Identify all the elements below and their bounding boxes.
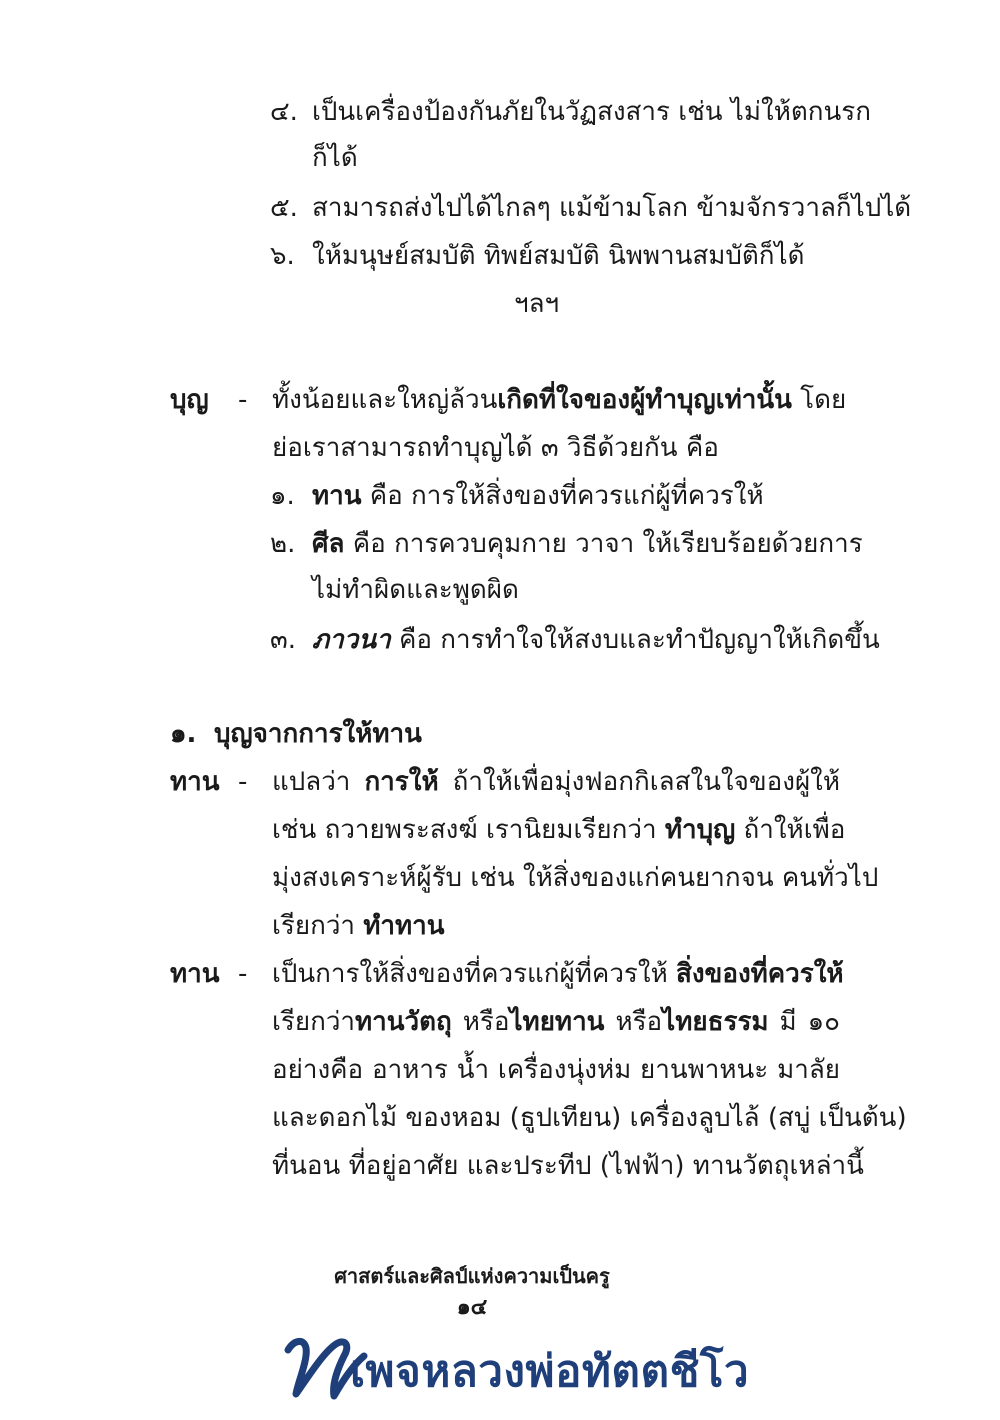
text-segment: ทั้งน้อยและใหญ่ล้วน bbox=[272, 385, 498, 415]
list-item-text: ก็ได้ bbox=[312, 143, 358, 173]
text-segment: เรียกว่า bbox=[272, 911, 356, 941]
text-segment: คือ การควบคุมกาย วาจา ให้เรียบร้อยด้วยการ bbox=[352, 529, 863, 559]
text-segment: หรือ bbox=[615, 1007, 663, 1037]
bold-text: ทาน bbox=[312, 481, 362, 511]
footer-title: ศาสตร์และศิลป์แห่งความเป็นครู bbox=[334, 1264, 610, 1288]
definition-text: อย่างคือ อาหาร น้ำ เครื่องนุ่งห่ม ยานพาหนะ มาลัย bbox=[272, 1055, 840, 1085]
bold-text: ไทยทาน bbox=[509, 1007, 605, 1037]
definition-text bbox=[272, 1002, 840, 1042]
text-segment: หรือ bbox=[462, 1007, 510, 1037]
list-number: ๕. bbox=[270, 193, 298, 223]
text-segment: มี ๑๐ bbox=[779, 1007, 841, 1037]
list-item-text bbox=[312, 620, 880, 660]
bold-text: ทานวัตถุ bbox=[355, 1007, 452, 1037]
bold-text: ทำบุญ bbox=[664, 815, 736, 845]
definition-dash: - bbox=[238, 959, 248, 989]
definition-text bbox=[272, 954, 844, 994]
text-segment: เช่น ถวายพระสงฆ์ เรานิยมเรียกว่า bbox=[272, 815, 657, 845]
bold-text: สิ่งของที่ควรให้ bbox=[675, 959, 844, 989]
definition-term: บุญ bbox=[170, 385, 209, 415]
list-item-text: เป็นเครื่องป้องกันภัยในวัฏสงสาร เช่น ไม่ให้ตกนรก bbox=[312, 97, 871, 127]
bold-text: ทำทาน bbox=[363, 911, 445, 941]
bold-text: การให้ bbox=[364, 767, 439, 797]
bold-text: ศีล bbox=[312, 529, 345, 559]
list-number: ๒. bbox=[270, 529, 296, 559]
text-segment: ถ้าให้เพื่อมุ่งฟอกกิเลสในใจของผู้ให้ bbox=[452, 767, 841, 797]
list-number: ๖. bbox=[270, 241, 295, 271]
section-heading: บุญจากการให้ทาน bbox=[214, 719, 422, 749]
definition-term: ทาน bbox=[170, 959, 220, 989]
definition-text: มุ่งสงเคราะห์ผู้รับ เช่น ให้สิ่งของแก่คนยากจน คนทั่วไป bbox=[272, 863, 879, 893]
definition-text bbox=[272, 810, 846, 850]
definition-text bbox=[272, 906, 445, 946]
list-item-text bbox=[312, 476, 764, 516]
list-item-text: ไม่ทำผิดและพูดผิด bbox=[312, 575, 519, 605]
section-number: ๑. bbox=[170, 719, 197, 749]
bold-text: เกิดที่ใจของผู้ทำบุญเท่านั้น bbox=[497, 385, 792, 415]
list-number: ๔. bbox=[270, 97, 298, 127]
list-number: ๑. bbox=[270, 481, 295, 511]
definition-dash: - bbox=[238, 385, 248, 415]
list-item-text bbox=[312, 524, 863, 564]
list-item-text: ให้มนุษย์สมบัติ ทิพย์สมบัติ นิพพานสมบัติก็ได้ bbox=[312, 241, 805, 271]
definition-text bbox=[272, 762, 840, 802]
definition-text: ที่นอน ที่อยู่อาศัย และประทีป (ไฟฟ้า) ทานวัตถุเหล่านี้ bbox=[272, 1151, 864, 1181]
list-item-text: สามารถส่งไปได้ไกลๆ แม้ข้ามโลก ข้ามจักรวาลก็ไปได้ bbox=[312, 193, 912, 223]
etc-mark: ฯลฯ bbox=[514, 289, 560, 319]
bold-text: ไทยธรรม bbox=[662, 1007, 769, 1037]
text-segment: คือ การให้สิ่งของที่ควรแก่ผู้ที่ควรให้ bbox=[369, 481, 764, 511]
definition-text: และดอกไม้ ของหอม (ธูปเทียน) เครื่องลูบไล้ (สบู่ เป็นต้น) bbox=[272, 1103, 907, 1133]
text-segment: แปลว่า bbox=[272, 767, 351, 797]
text-segment: เรียกว่า bbox=[272, 1007, 356, 1037]
text-segment: คือ การทำใจให้สงบและทำปัญญาให้เกิดขึ้น bbox=[398, 625, 880, 655]
text-segment: โดย bbox=[800, 385, 847, 415]
definition-term: ทาน bbox=[170, 767, 220, 797]
definition-text: ย่อเราสามารถทำบุญได้ ๓ วิธีด้วยกัน คือ bbox=[272, 433, 719, 463]
page-number: ๑๔ bbox=[456, 1295, 488, 1320]
list-number: ๓. bbox=[270, 625, 297, 655]
bold-italic-text: ภาวนา bbox=[312, 625, 391, 655]
page-logo bbox=[280, 1330, 750, 1410]
logo-text: เพจหลวงพ่อทัตตชีโว bbox=[350, 1346, 750, 1397]
text-segment: ถ้าให้เพื่อ bbox=[743, 815, 846, 845]
definition-dash: - bbox=[238, 767, 248, 797]
text-segment: เป็นการให้สิ่งของที่ควรแก่ผู้ที่ควรให้ bbox=[272, 959, 668, 989]
definition-text bbox=[272, 380, 847, 420]
